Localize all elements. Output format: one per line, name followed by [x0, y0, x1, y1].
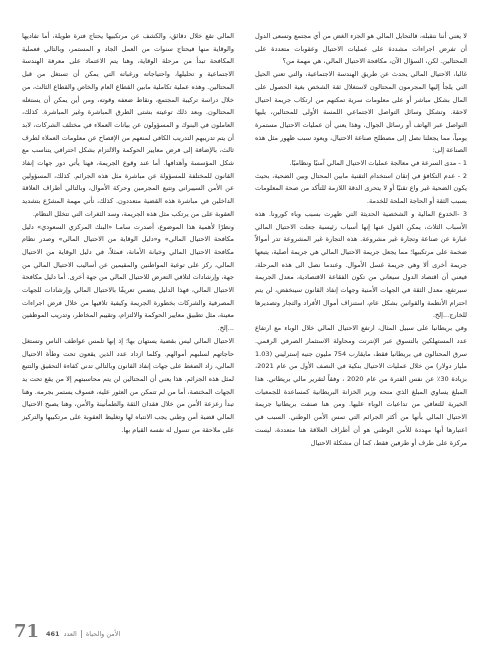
paragraph: لا يعني أننا نتقبله، فالتحايل المالي هو الجزء الغض من أي مجتمع وتسعى الدول أن تفرض اجراءات مشددة على عمليات الاحتيال وعقوبات متعددة على المحتالين. لكن، السؤال الآن، مكافحة الاحتيال المالي، هي مهمة من؟ — [255, 32, 467, 66]
paragraph: ونظرًا لأهمية هذا الموضوع، أصدرت سامـا «البنك المركزي السعودي» دليل مكافحة الاحتيال المالي» و«دليل الوقاية من الاحتيال المالي» وصدر نظام مكافحة الاحتيال المالي وخيانة الأمانة، فمثلاً، في دليل الوقاية من الاحتيال المالي، ركز على توعية المواطنين والمقيمين عن أساليب الاحتيال المالي من جهة، وإرشادات لتلافي التعرض للاحتيال المالي من جهة أخرى. أما دليل مكافحة الاحتيال المالي، فهذا الدليل يتضمن تعريفًا بالاحتيال المالي وإرشادات للجهات المصرفية والشركات بخطورة الجريمة وكيفية تلافيها من خلال فرض اجراءات معينة، مثل تطبيق معايير الحوكمة والالتزام، وتقييم المخاطر، وتدريب الموظفين ...إلخ. — [22, 222, 234, 333]
issue-number: 461 — [46, 630, 60, 638]
issue-info — [46, 630, 120, 638]
paragraph: المالي تقع خلال دقائق، والكشف عن مرتكبيها يحتاج فترة طويلة، أما تفاديها والوقاية منها فيحتاج سنوات من العمل الجاد و المستمر، وبالتالي فعملية المكافحة تبدأ من مرحلة الوقاية، وهنا يتم الاعتماد على معرفة الهندسة الاجتماعية و تحليلها، واحتياجاته ورغباته التي يمكن أن تستغل من قبل المحتالين. وهذه عملية تكاملية مابين القطاع العام والخاص والقطاع الثالث، من خلال دراسة تركيبة المجتمع، ونقاط ضعفه وقوته، ومن أين يمكن أن يستغله المحتالون. وبعد ذلك توعيته بشتى الطرق المباشرة وغير المباشرة. كذلك، العاملون في البنوك و المسؤولون عن بيانات العملاء في مختلف الشركات، لابد أن يتم تدريبهم التدريب الكافي لمنعهم من الإفصاح عن معلومات العملاء لطرف ثالث، بالإضافة إلى فرض معايير الحوكمة والالتزام بشكل احترافي يتناسب مع شكل المؤسسة وأهدافها. أما عند وقوع الجريمة، فهنا يأتي دور جهات إنفاذ القانون للمختلفة للمسؤولة عن مباشرة مثل هذه الجرائم. كذلك، المسؤولين عن الأمن السيبراني وتتبع المجرمين وحركة الأموال، وبالتالي أطراف العلاقة الداخلين في مباشرة هذه القضية متعددون. كذلك، تأتي مهمة المشرّع بتشديد العقوبة على من يرتكب مثل هذه الجريمة، وسد الثغرات التي تتخلل النظام. — [22, 32, 234, 218]
paragraph: الاحتيال المالي ليس بقضية يستهان بها؛ إذ إنها تلمس عواطف الناس وتستغل حاجاتهم لسلبهم أموالهم. وكلما ازداد عدد الذين يقعون تحت وطأة الاحتيال المالي، زاد الضغط على جهات إنفاذ القانون وبالتالي تدني كفاءة التحقيق والتتبع لمثل هذه الجرائم. هذا يعني أن المحتالين لن يتم محاسبتهم إلا من يقع تحت يد الجهات المختصة، أما من لم تتمكن من العثور عليه، فسوف يستمر بجرمه. وهنا تبدأ زعزعة الأمن من خلال فقدان الثقة والطمأنينة والأمن، وهنا يصبح الاحتيال المالي قضية أمن وطني يجب الانتباه لها وتغليظ العقوبة على مرتكبيها والتركيز على ملاحقة من تسول له نفسه القيام بها. — [22, 336, 234, 434]
footer-divider — [81, 630, 82, 638]
paragraph: غالبا، الاحتيال المالي يحدث عن طريق الهندسة الاجتماعية، والتي تعني الحيل التي يلجأ إليها المجرمون المحتالون لاستغلال ثقة الشخص بغية الحصول على المال بشكل مباشر أو على معلومات سرية تمكنهم من ارتكاب جريمة احتيال لاحقة. وتشكل وسائل التواصل الاجتماعي اللمسة الأولى للمحتالين، يليها التواصل عبر الهاتف أو رسائل الجوال، وهذا يعني أن عمليات الاحتيال مستمرة يومياً، مما يجعلنا نصل إلى مصطلح صناعة الاحتيال، ويعود سبب ظهور مثل هذه الصناعة إلى: — [255, 70, 467, 155]
issue-label: العدد — [63, 630, 77, 638]
article-column-left — [22, 30, 234, 437]
article-column-right — [255, 30, 467, 449]
magazine-name: الأمن والحياة — [85, 630, 121, 638]
list-item: 2 - عدم التكافؤ في إتقان استخدام التقنية مابين المحتال وبين الضحية، بحيث يكون الضحية غير واع تقنيًا أو لا يتحرى الدقة اللازمة للتأكد من صحة المعلومات بسبب الثقة أو الحاجة الملحة للخدمة. — [255, 171, 467, 206]
page-footer — [0, 620, 480, 648]
page-number: 71 — [14, 621, 40, 642]
paragraph: وفي بريطانيا على سبيل المثال، ارتفع الاحتيال المالي خلال الوباء مع ارتفاع عدد المستهلكين بالتسوق عبر الإنترنت ومحاولة الاستثمار الصرفي الرقمي. سرق المحتالون في بريطانيا فقط، مايقارب 754 مليون جنيه إسترليني (1.03 مليار دولار) من خلال عمليات الاحتيال بنكية في النصف الأول من عام 2021، بزيادة 30٪ عن نفس الفترة من عام 2020 ، وفقاً لتقرير مالي بريطاني. هذا المبلغ يساوي المبلغ الذي منحه وزير الخزانة البريطانية كمساعدة للجمعيات الخيرية للتعافي من تداعيات الوباء عليها. ومن هنا صنفت بريطانيا جريمة الاحتيال المالي بأنها من أكثر الجرائم التي تمس الأمن الوطني. السبب في اعتبارها أنها مهددة للأمن الوطني هو أن أطراف العلاقة هنا متعددة، ليست مركزة على طرف أو طرفين فقط، كما أن مشكلة الاحتيال — [255, 324, 467, 447]
list-item: 3 -الخدوع المالية و الشخصية الحديثة التي ظهرت بسبب وباء كورونا. هذه الأسباب الثلاث، يمكن القول عنها إنها أسباب رئيسية جعلت الاحتيال المالي عبارة عن صناعة وتجارة غير مشروعة. هذه التجارة غير المشروعة تدر أموالاً ضخمة على مرتكبيها؛ مما يجعل جريمة الاحتيال المالي هي جريمة أصلية، يتبعها جريمة أخرى ألا وهي جريمة غسل الأموال. وعندما نصل الى هذه المرحلة، فيعني أن اقتصاد الدول سيعاني من تكون الفقاعة الاقتصادية، معدل الجريمة سيرتفع، معدل الثقة في الجهات الأمنية وجهات إنفاذ القانون سينخفض، لن يتم احترام الأنظمة والقوانين بشكل عام، استنزاف أموال الأفراد والتجار وتصديرها للخارج...إلخ. — [255, 209, 467, 320]
list-item: 1 - مدى السرعة في معالجة عمليات الاحتيال المالي آمنيًا ونظاميًا. — [289, 159, 467, 168]
